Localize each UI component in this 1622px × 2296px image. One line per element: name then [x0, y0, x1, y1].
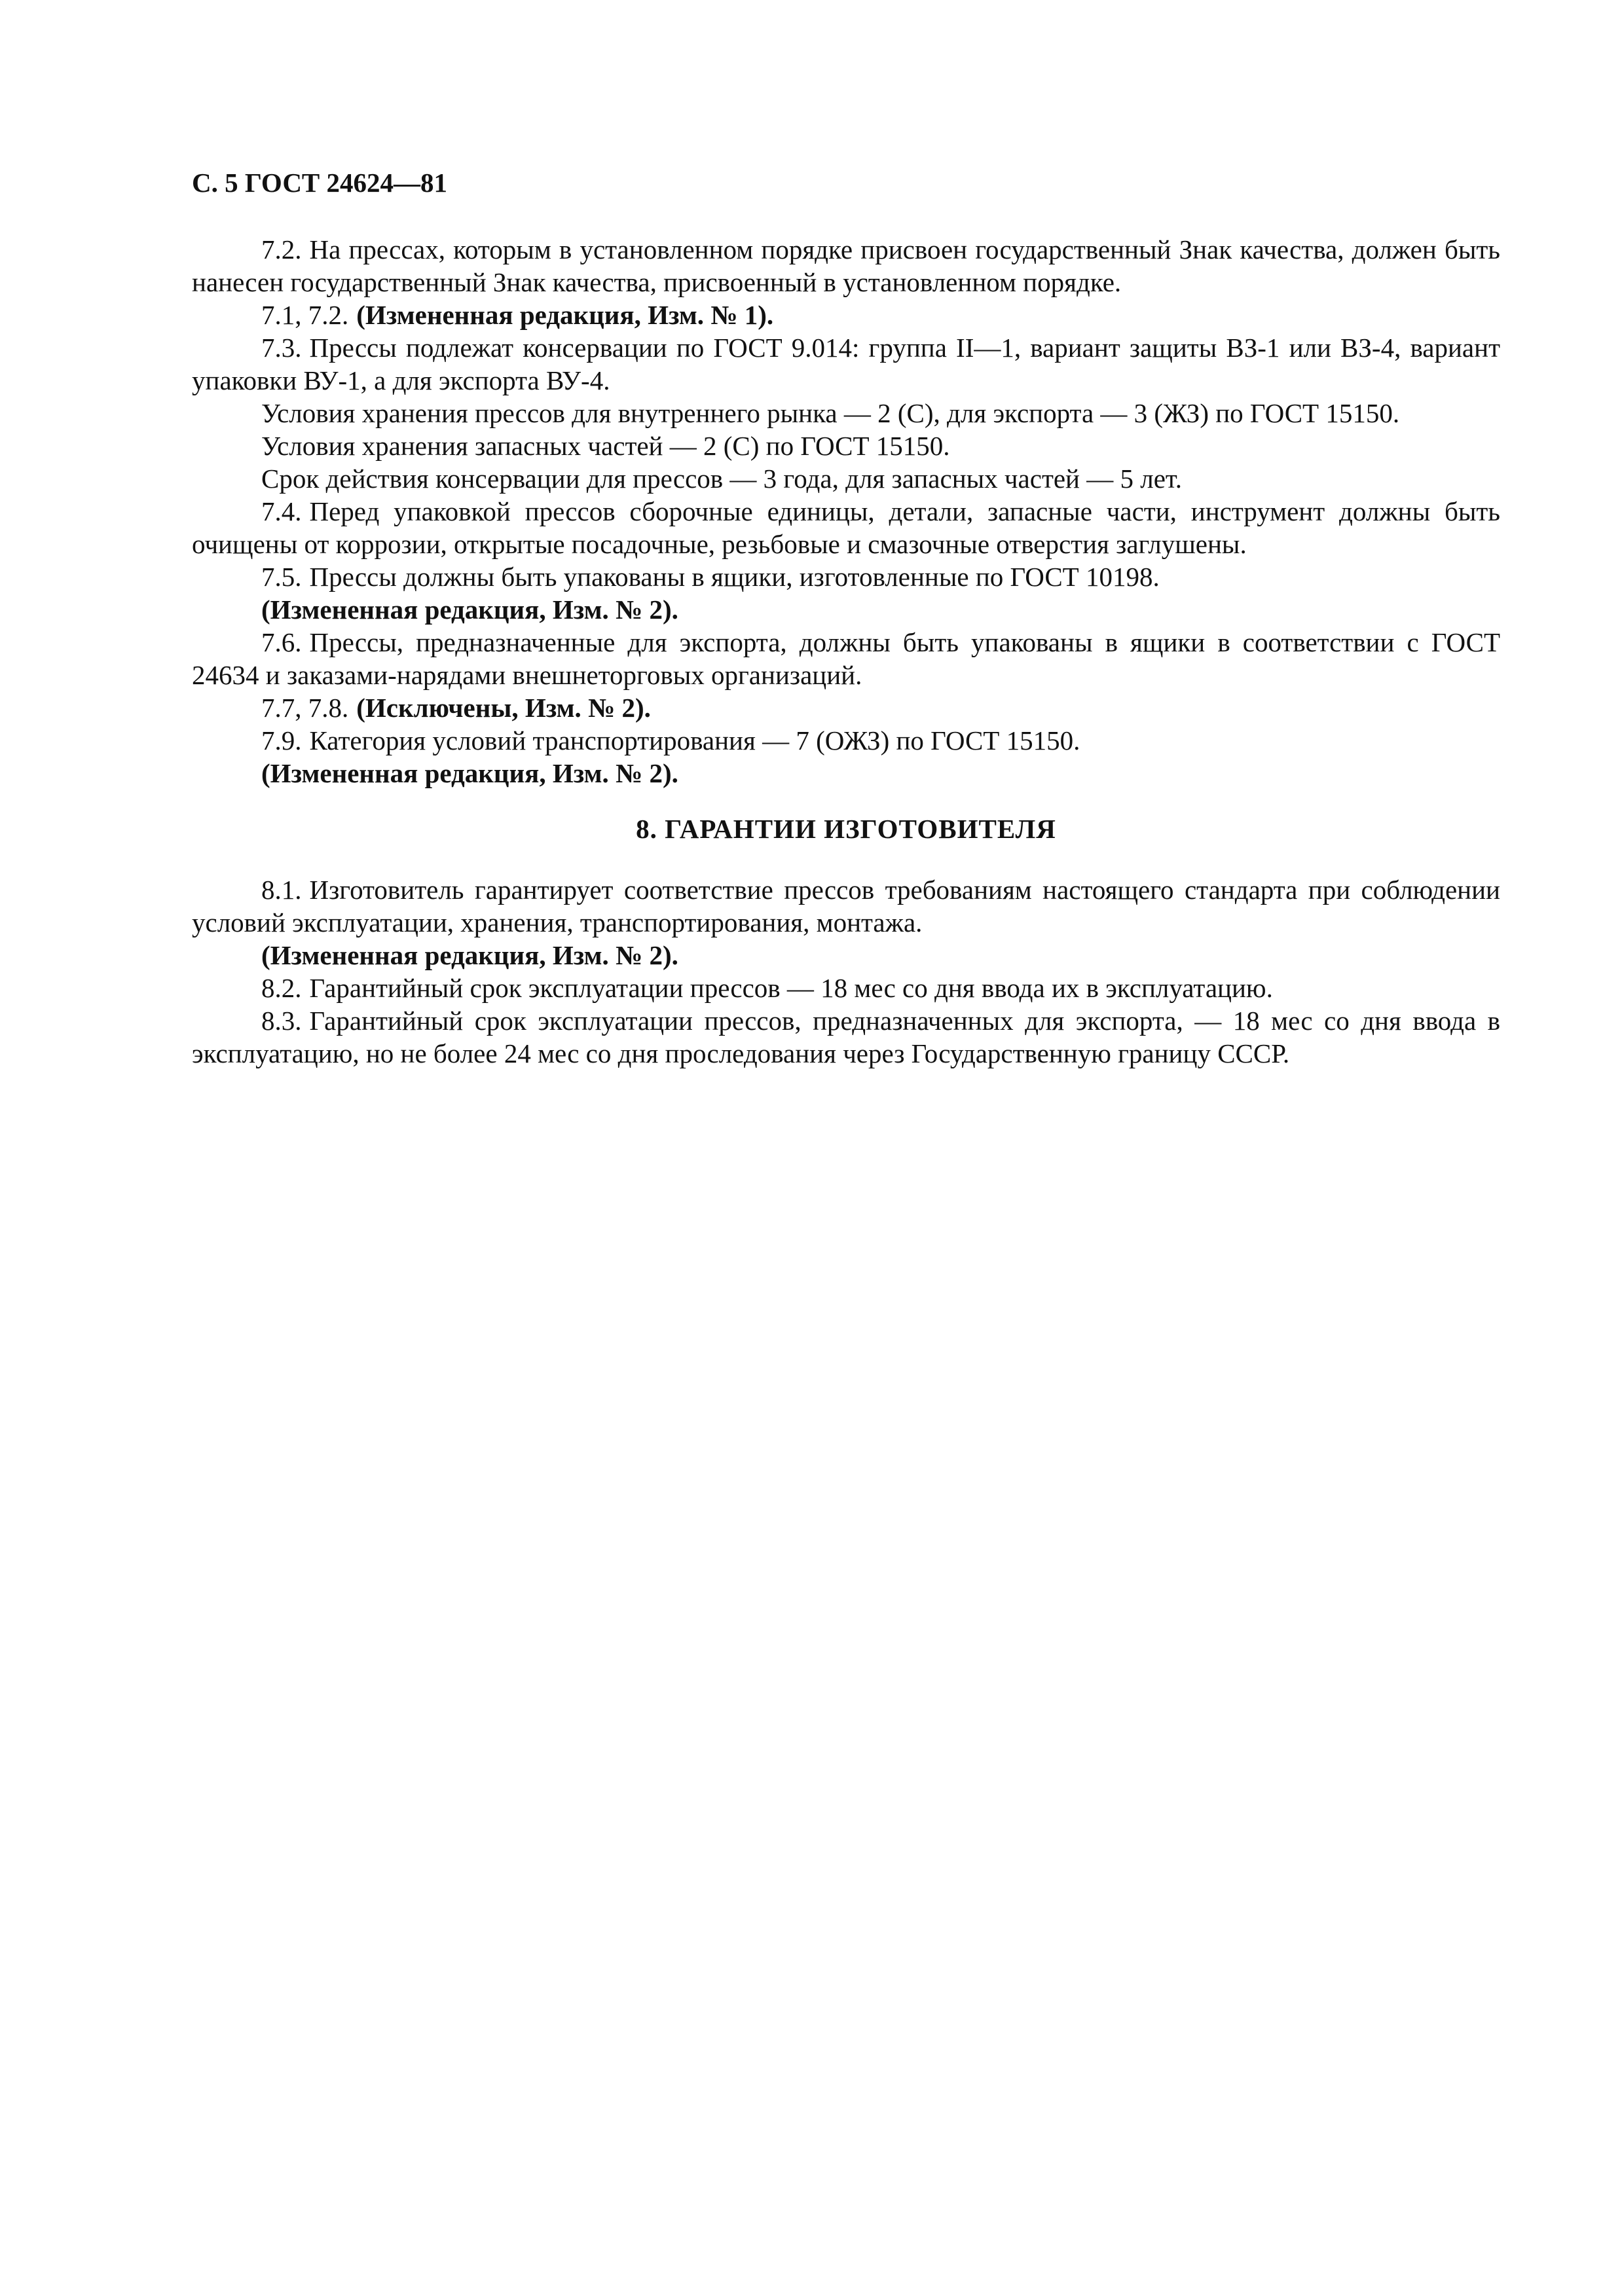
- clause-7-3: [192, 331, 1500, 397]
- clause-7-3-preservation-term: Срок действия консервации для прессов — 3 года, для запасных частей — 5 лет.: [261, 464, 1182, 494]
- clause-number: 7.4.: [261, 496, 302, 526]
- amendment-text: (Измененная редакция, Изм. № 2).: [261, 940, 678, 970]
- clause-number: 8.3.: [261, 1006, 302, 1036]
- clause-text: Гарантийный срок эксплуатации прессов, предназначенных для экспорта, — 18 мес со дня ввода в эксплуатацию, но не более 24 мес со дня проследования через Государственную границу СССР.: [192, 1006, 1500, 1068]
- clause-number: 7.9.: [261, 725, 302, 756]
- clause-text: Прессы, предназначенные для экспорта, должны быть упакованы в ящики в соответствии с ГОСТ 24634 и заказами-нарядами внешнеторговых организаций.: [192, 627, 1500, 690]
- clause-number: 7.5.: [261, 562, 302, 592]
- clause-8-2: [192, 972, 1500, 1004]
- clause-number: 7.1, 7.2.: [261, 300, 349, 330]
- clause-text: Перед упаковкой прессов сборочные единицы, детали, запасные части, инструмент должны быть очищены от коррозии, открытые посадочные, резьбовые и смазочные отверстия заглушены.: [192, 496, 1500, 559]
- clause-8-3: [192, 1004, 1500, 1070]
- amendment-note-7-1-7-2: [192, 299, 1500, 331]
- clause-text: Изготовитель гарантирует соответствие прессов требованиям настоящего стандарта при соблюдении условий эксплуатации, хранения, транспортирования, монтажа.: [192, 875, 1500, 938]
- amendment-text: (Исключены, Изм. № 2).: [356, 693, 651, 723]
- amendment-note-7-5: [192, 593, 1500, 626]
- clause-number: 8.2.: [261, 973, 302, 1003]
- clause-number: 7.2.: [261, 234, 302, 264]
- clause-7-2: [192, 233, 1500, 299]
- clause-7-3-storage-conditions: Условия хранения прессов для внутреннего рынка — 2 (С), для экспорта — 3 (ЖЗ) по ГОСТ 15150.: [261, 398, 1400, 428]
- amendment-text: (Измененная редакция, Изм. № 2).: [261, 594, 678, 625]
- amendment-note-7-9: [192, 757, 1500, 790]
- clause-number: 7.3.: [261, 333, 302, 363]
- clause-7-4: [192, 495, 1500, 560]
- clause-7-9: [192, 724, 1500, 757]
- amendment-text: (Измененная редакция, Изм. № 2).: [261, 758, 678, 788]
- clause-text: Гарантийный срок эксплуатации прессов — 18 мес со дня ввода их в эксплуатацию.: [309, 973, 1273, 1003]
- section-8-title: 8. ГАРАНТИИ ИЗГОТОВИТЕЛЯ: [636, 814, 1056, 844]
- amendment-note-8-1: [192, 939, 1500, 972]
- clause-number: 8.1.: [261, 875, 302, 905]
- clause-7-7-7-8: [192, 691, 1500, 724]
- clause-7-3-spares-storage: Условия хранения запасных частей — 2 (С) по ГОСТ 15150.: [261, 431, 950, 461]
- clause-text: Прессы должны быть упакованы в ящики, изготовленные по ГОСТ 10198.: [309, 562, 1160, 592]
- clause-7-5: [192, 560, 1500, 593]
- clause-text: Категория условий транспортирования — 7 (ОЖЗ) по ГОСТ 15150.: [309, 725, 1080, 756]
- clause-8-1: [192, 873, 1500, 939]
- clause-text: Прессы подлежат консервации по ГОСТ 9.014: группа II—1, вариант защиты ВЗ-1 или ВЗ-4, вариант упаковки ВУ-1, а для экспорта ВУ-4.: [192, 333, 1500, 395]
- page-header: С. 5 ГОСТ 24624—81: [192, 168, 448, 198]
- amendment-text: (Измененная редакция, Изм. № 1).: [356, 300, 774, 330]
- clause-7-6: [192, 626, 1500, 691]
- document-body: [192, 233, 1500, 1070]
- clause-text: На прессах, которым в установленном порядке присвоен государственный Знак качества, должен быть нанесен государственный Знак качества, присвоенный в установленном порядке.: [192, 234, 1500, 297]
- clause-number: 7.7, 7.8.: [261, 693, 349, 723]
- clause-number: 7.6.: [261, 627, 302, 657]
